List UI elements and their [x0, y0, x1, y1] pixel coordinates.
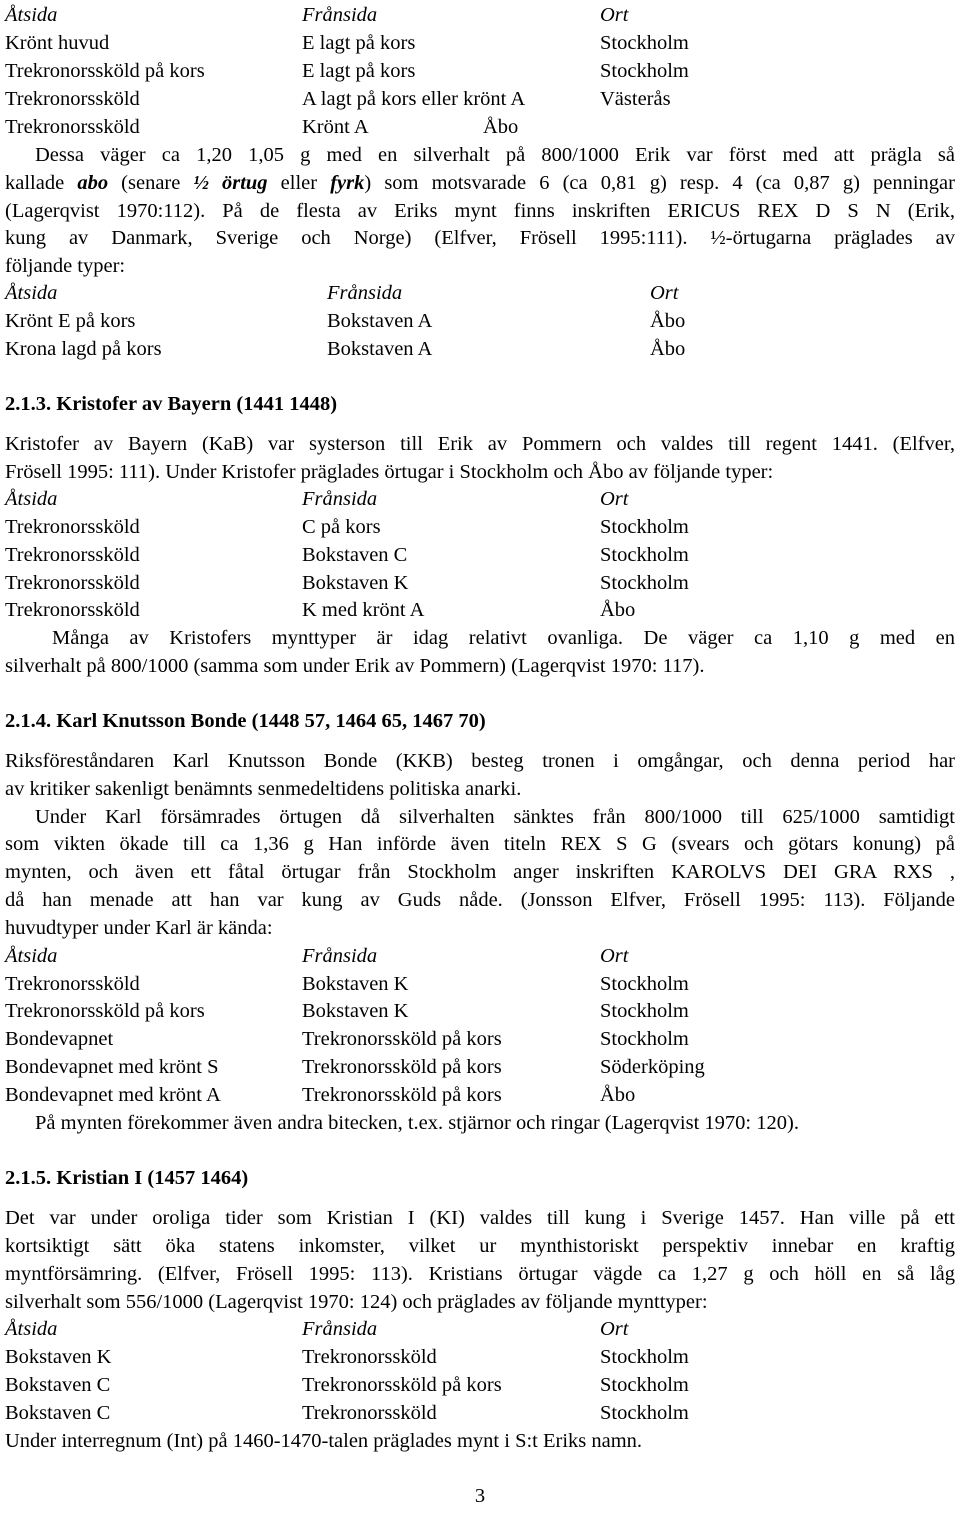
text-line: Under Karl försämrades örtugen då silverhalten sänktes från 800/1000 till 625/1000 samtidigt	[35, 806, 955, 828]
table-cell: Krona lagd på kors	[5, 338, 162, 360]
text-line: kortsiktigt sätt öka statens inkomster, vilket ur mynthistoriskt perspektiv innebar en kraftig	[5, 1235, 955, 1257]
table-cell: Trekronorssköld	[302, 1402, 437, 1424]
table-header-mint: Ort	[600, 488, 629, 510]
table-header-reverse: Frånsida	[302, 945, 378, 967]
table-cell: Bokstaven A	[327, 338, 433, 360]
table-cell: Stockholm	[600, 32, 689, 54]
table-cell: Bokstaven C	[5, 1402, 111, 1424]
table-cell: Stockholm	[600, 1028, 689, 1050]
table-cell: Bondevapnet med krönt A	[5, 1084, 221, 1106]
table-cell: Åbo	[483, 116, 519, 138]
text-line: silverhalt på 800/1000 (samma som under Erik av Pommern) (Lagerqvist 1970: 117).	[5, 655, 705, 677]
text-line: Under interregnum (Int) på 1460-1470-talen präglades mynt i S:t Eriks namn.	[5, 1430, 643, 1452]
table-cell: Trekronorssköld	[5, 116, 140, 138]
table-cell: Bokstaven A	[327, 310, 433, 332]
table-cell: K med krönt A	[302, 599, 425, 621]
table-cell: Stockholm	[600, 973, 689, 995]
text-line: Många av Kristofers mynttyper är idag relativt ovanliga. De väger ca 1,10 g med en	[52, 627, 955, 649]
table-cell: Bondevapnet	[5, 1028, 114, 1050]
text-line: Riksföreståndaren Karl Knutsson Bonde (KKB) besteg tronen i omgångar, och denna period har	[5, 750, 955, 772]
section-heading-kristofer: 2.1.3. Kristofer av Bayern (1441 1448)	[5, 393, 338, 415]
table-header-reverse: Frånsida	[302, 1318, 378, 1340]
table-cell: Trekronorssköld på kors	[302, 1374, 502, 1396]
table-cell: Stockholm	[600, 60, 689, 82]
table-cell: Stockholm	[600, 1402, 689, 1424]
table-cell: Västerås	[600, 88, 671, 110]
table-cell: E lagt på kors	[302, 32, 416, 54]
page-number: 3	[474, 1485, 486, 1507]
table-cell: Bokstaven K	[5, 1346, 112, 1368]
text-line: då han menade att han var kung av Guds nåde. (Jonsson Elfver, Frösell 1995: 113). Följande	[5, 889, 955, 911]
table-cell: Trekronorssköld	[5, 88, 140, 110]
table-cell: Bokstaven K	[302, 973, 409, 995]
table-cell: A lagt på kors eller krönt A	[302, 88, 526, 110]
text-line: silverhalt som 556/1000 (Lagerqvist 1970: 124) och präglades av följande mynttyper:	[5, 1291, 708, 1313]
table-cell: Bokstaven K	[302, 1000, 409, 1022]
table-header-reverse: Frånsida	[327, 282, 403, 304]
section-heading-karl-knutsson: 2.1.4. Karl Knutsson Bonde (1448 57, 1464 65, 1467 70)	[5, 710, 486, 732]
table-cell: Åbo	[650, 338, 686, 360]
table-cell: Trekronorssköld på kors	[5, 1000, 205, 1022]
table-header-obverse: Åtsida	[5, 282, 58, 304]
table-cell: Åbo	[600, 1084, 636, 1106]
table-cell: Stockholm	[600, 544, 689, 566]
table-cell: Krönt A	[302, 116, 369, 138]
table-cell: Söderköping	[600, 1056, 705, 1078]
table-cell: E lagt på kors	[302, 60, 416, 82]
text-line: följande typer:	[5, 255, 126, 277]
table-cell: Trekronorssköld	[5, 544, 140, 566]
text-line: myntförsämring. (Elfver, Frösell 1995: 113). Kristians örtugar vägde ca 1,27 g och höll en så låg	[5, 1263, 955, 1285]
table-cell: Trekronorssköld på kors	[302, 1084, 502, 1106]
text-line: kallade abo (senare ½ örtug eller fyrk) som motsvarade 6 (ca 0,81 g) resp. 4 (ca 0,87 g) penningar	[5, 172, 955, 194]
table-cell: Stockholm	[600, 1346, 689, 1368]
table-cell: Trekronorssköld	[5, 572, 140, 594]
table-header-obverse: Åtsida	[5, 4, 58, 26]
table-header-reverse: Frånsida	[302, 488, 378, 510]
table-header-obverse: Åtsida	[5, 1318, 58, 1340]
table-cell: Bondevapnet med krönt S	[5, 1056, 219, 1078]
table-cell: Stockholm	[600, 572, 689, 594]
table-cell: Trekronorssköld	[5, 516, 140, 538]
table-cell: Stockholm	[600, 1374, 689, 1396]
text-line: som vikten ökade till ca 1,36 g Han införde även titeln REX S G (svears och götars konung) på	[5, 833, 955, 855]
table-cell: Bokstaven C	[302, 544, 408, 566]
table-cell: Stockholm	[600, 516, 689, 538]
table-cell: C på kors	[302, 516, 381, 538]
section-heading-kristian: 2.1.5. Kristian I (1457 1464)	[5, 1167, 249, 1189]
table-header-mint: Ort	[600, 1318, 629, 1340]
table-cell: Krönt huvud	[5, 32, 110, 54]
table-cell: Trekronorssköld	[5, 599, 140, 621]
text-line: av kritiker sakenligt benämnts senmedeltidens politiska anarki.	[5, 778, 522, 800]
table-header-mint: Ort	[650, 282, 679, 304]
text-line: Det var under oroliga tider som Kristian I (KI) valdes till kung i Sverige 1457. Han ville på ett	[5, 1207, 955, 1229]
table-cell: Åbo	[650, 310, 686, 332]
table-cell: Åbo	[600, 599, 636, 621]
table-header-obverse: Åtsida	[5, 945, 58, 967]
table-cell: Trekronorssköld på kors	[302, 1056, 502, 1078]
table-cell: Trekronorssköld	[302, 1346, 437, 1368]
text-line: kung av Danmark, Sverige och Norge) (Elfver, Frösell 1995:111). ½-örtugarna präglades av	[5, 227, 955, 249]
text-line: Frösell 1995: 111). Under Kristofer präglades örtugar i Stockholm och Åbo av följande typer:	[5, 461, 774, 483]
table-header-obverse: Åtsida	[5, 488, 58, 510]
table-cell: Trekronorssköld på kors	[302, 1028, 502, 1050]
table-cell: Bokstaven K	[302, 572, 409, 594]
table-cell: Bokstaven C	[5, 1374, 111, 1396]
text-line: mynten, och även ett fåtal örtugar från Stockholm anger inskriften KAROLVS DEI GRA RXS ,	[5, 861, 955, 883]
text-line: Dessa väger ca 1,20 1,05 g med en silverhalt på 800/1000 Erik var först med att prägla så	[35, 144, 955, 166]
text-line: Kristofer av Bayern (KaB) var systerson till Erik av Pommern och valdes till regent 1441. (Elfver,	[5, 433, 955, 455]
text-line: (Lagerqvist 1970:112). På de flesta av Eriks mynt finns inskriften ERICUS REX D S N (Erik,	[5, 200, 955, 222]
table-cell: Stockholm	[600, 1000, 689, 1022]
text-line: På mynten förekommer även andra bitecken, t.ex. stjärnor och ringar (Lagerqvist 1970: 120).	[35, 1112, 799, 1134]
table-cell: Trekronorssköld på kors	[5, 60, 205, 82]
text-line: huvudtyper under Karl är kända:	[5, 917, 273, 939]
table-header-mint: Ort	[600, 945, 629, 967]
table-cell: Krönt E på kors	[5, 310, 136, 332]
table-header-mint: Ort	[600, 4, 629, 26]
table-cell: Trekronorssköld	[5, 973, 140, 995]
table-header-reverse: Frånsida	[302, 4, 378, 26]
